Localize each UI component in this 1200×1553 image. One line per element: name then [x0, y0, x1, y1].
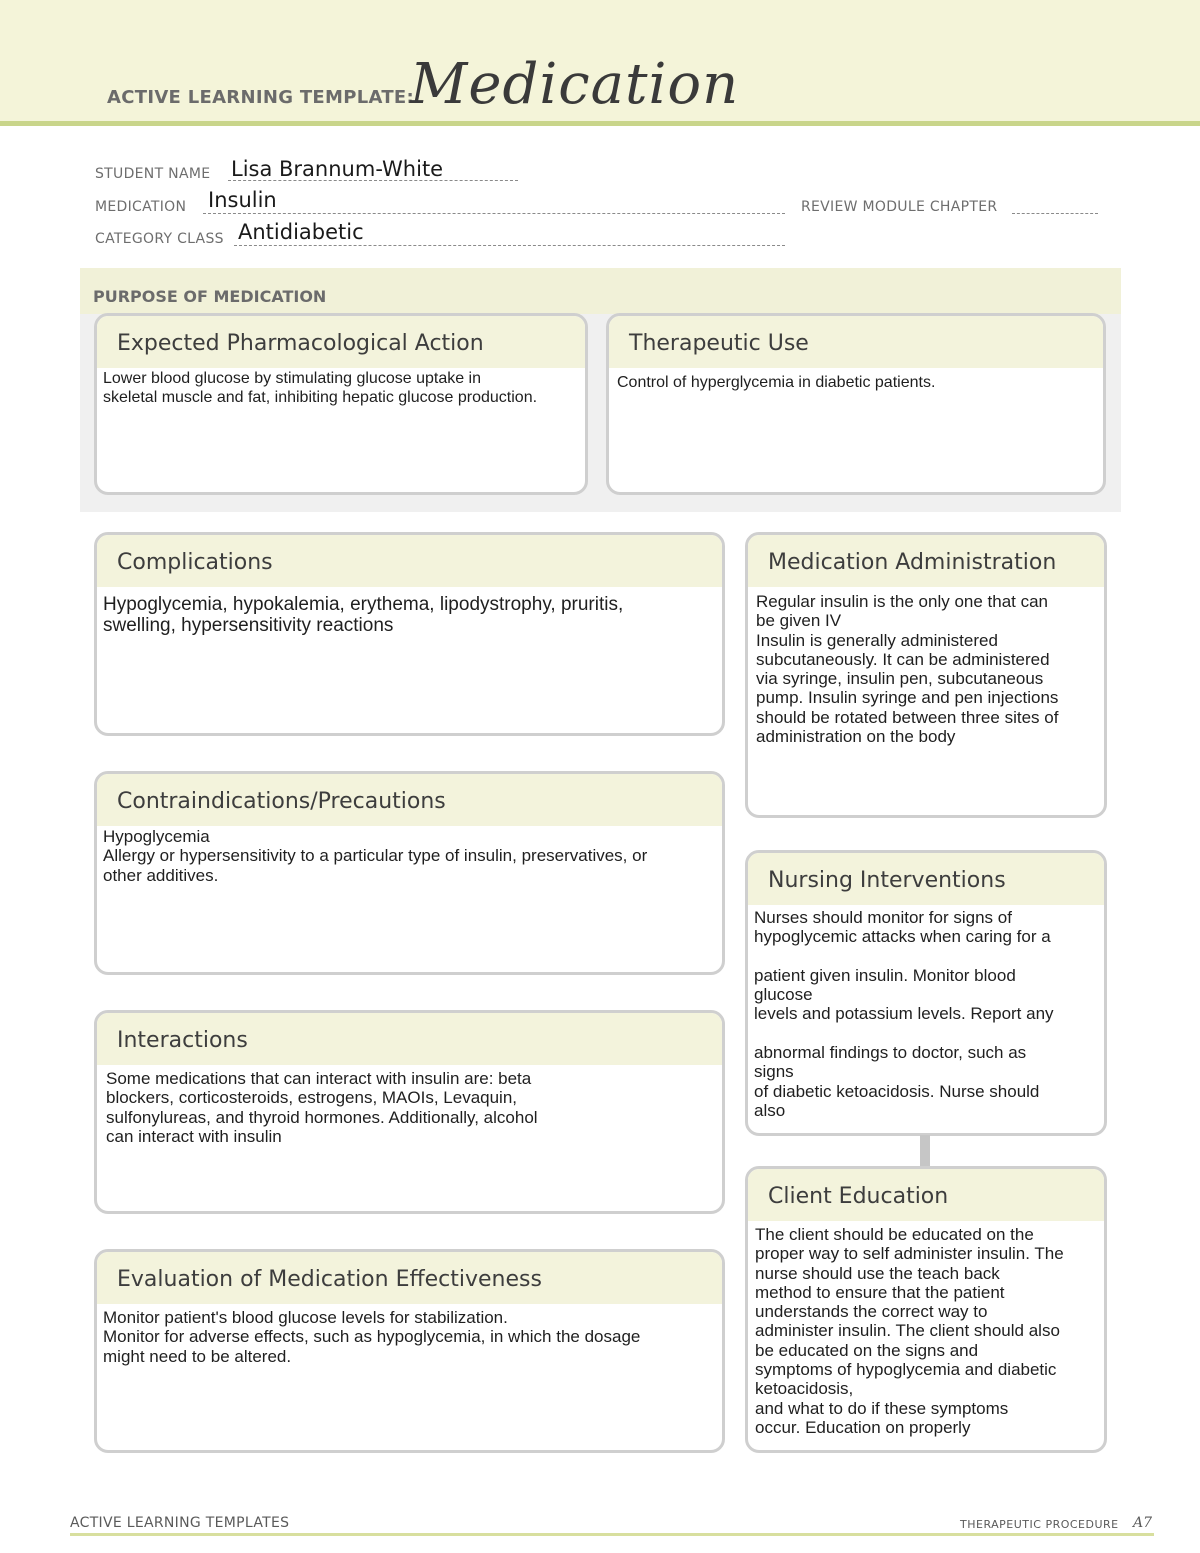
- interactions-box: [94, 1010, 725, 1214]
- page-title: Medication: [410, 52, 740, 117]
- client-education-text[interactable]: The client should be educated on the proper way to self administer insulin. The nurse should use the teach back method to ensure that the patient understands the correct way to administer insulin. The client should also be educated on the signs and symptoms of hypoglycemia and diabetic ketoacidosis, and what to do if these symptoms occur. Education on properly: [755, 1225, 1064, 1437]
- nursing-interventions-box: [745, 850, 1107, 1136]
- category-class-underline: [234, 245, 785, 246]
- category-class-label: CATEGORY CLASS: [95, 231, 224, 247]
- header-rule: [0, 121, 1200, 126]
- nursing-interventions-text[interactable]: Nurses should monitor for signs of hypoglycemic attacks when caring for a patient given insulin. Monitor blood glucose levels and potassium levels. Report any abnormal findings to doctor, such as signs of diabetic ketoacidosis. Nurse should also: [754, 908, 1054, 1120]
- footer-rule: [70, 1533, 1154, 1536]
- complications-box: [94, 532, 725, 736]
- therapeutic-use-title: Therapeutic Use: [609, 316, 1103, 368]
- therapeutic-use-box: [606, 313, 1106, 495]
- contraindications-title: Contraindications/Precautions: [97, 774, 722, 826]
- complications-text[interactable]: Hypoglycemia, hypokalemia, erythema, lipodystrophy, pruritis, swelling, hypersensitivity reactions: [103, 594, 624, 636]
- expected-action-box: [94, 313, 588, 495]
- medication-underline: [203, 213, 785, 214]
- footer-right: THERAPEUTIC PROCEDURE: [960, 1518, 1119, 1531]
- evaluation-title: Evaluation of Medication Effectiveness: [97, 1252, 722, 1304]
- purpose-label: PURPOSE OF MEDICATION: [93, 287, 327, 306]
- client-education-box: [745, 1166, 1107, 1453]
- evaluation-box: [94, 1249, 725, 1453]
- administration-text[interactable]: Regular insulin is the only one that can be given IV Insulin is generally administered subcutaneously. It can be administered via syringe, insulin pen, subcutaneous pump. Insulin syringe and pen injections should be rotated between three sites of administration on the body: [756, 592, 1059, 747]
- review-module-underline: [1012, 213, 1098, 214]
- student-name-field[interactable]: Lisa Brannum-White: [231, 157, 444, 181]
- client-education-title: Client Education: [748, 1169, 1104, 1221]
- student-name-label: STUDENT NAME: [95, 166, 211, 182]
- contraindications-box: [94, 771, 725, 975]
- review-module-label: REVIEW MODULE CHAPTER: [801, 199, 998, 215]
- administration-title: Medication Administration: [748, 535, 1104, 587]
- footer-left: ACTIVE LEARNING TEMPLATES: [70, 1515, 290, 1531]
- medication-field[interactable]: Insulin: [208, 188, 277, 212]
- box-connector: [920, 1135, 930, 1166]
- page-number: A7: [1133, 1515, 1153, 1531]
- category-class-field[interactable]: Antidiabetic: [238, 220, 364, 244]
- interactions-title: Interactions: [97, 1013, 722, 1065]
- expected-action-title: Expected Pharmacological Action: [97, 316, 585, 368]
- nursing-interventions-title: Nursing Interventions: [748, 853, 1104, 905]
- contraindications-text[interactable]: Hypoglycemia Allergy or hypersensitivity to a particular type of insulin, preservatives, or other additives.: [103, 827, 648, 885]
- expected-action-text[interactable]: Lower blood glucose by stimulating glucose uptake in skeletal muscle and fat, inhibiting hepatic glucose production.: [103, 370, 538, 406]
- complications-title: Complications: [97, 535, 722, 587]
- evaluation-text[interactable]: Monitor patient's blood glucose levels for stabilization. Monitor for adverse effects, such as hypoglycemia, in which the dosage might need to be altered.: [103, 1308, 641, 1366]
- administration-box: [745, 532, 1107, 818]
- template-label: ACTIVE LEARNING TEMPLATE:: [107, 87, 414, 108]
- medication-label: MEDICATION: [95, 199, 187, 215]
- therapeutic-use-text[interactable]: Control of hyperglycemia in diabetic patients.: [617, 374, 936, 391]
- interactions-text[interactable]: Some medications that can interact with insulin are: beta blockers, corticosteroids, estrogens, MAOIs, Levaquin, sulfonylureas, and thyroid hormones. Additionally, alcohol can interact with insulin: [106, 1069, 538, 1146]
